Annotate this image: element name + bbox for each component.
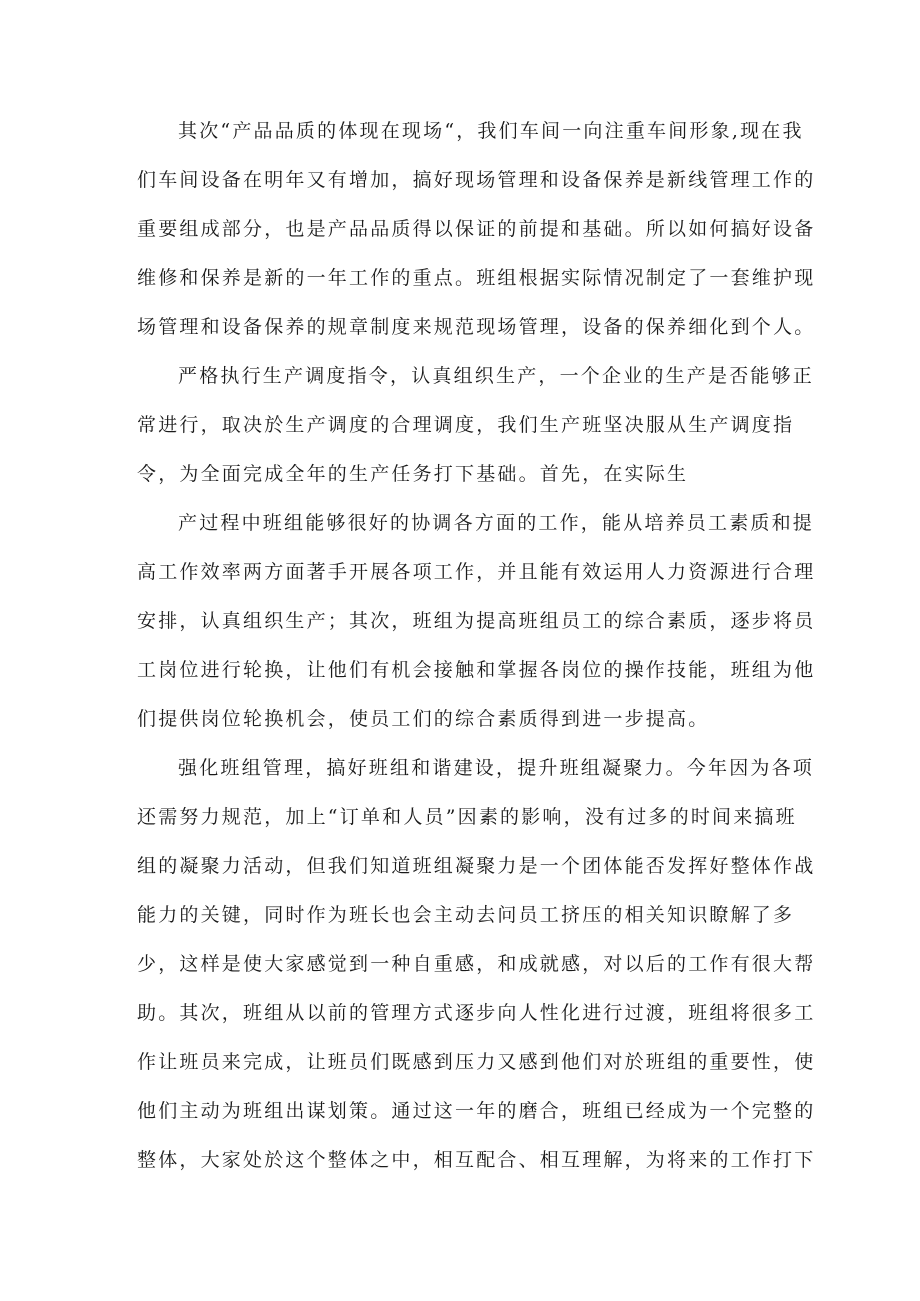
paragraph-line: 产过程中班组能够很好的协调各方面的工作，能从培养员工素质和提 [178, 512, 815, 534]
paragraph-line: 高工作效率两方面著手开展各项工作，并且能有效运用人力资源进行合理 [137, 561, 816, 583]
paragraph-line: 整体，大家处於这个整体之中，相互配合、相互理解，为将来的工作打下 [137, 1149, 816, 1171]
paragraph-line: 强化班组管理，搞好班组和谐建设，提升班组凝聚力。今年因为各项 [178, 757, 815, 779]
paragraph-line: 组的凝聚力活动，但我们知道班组凝聚力是一个团体能否发挥好整体作战 [137, 855, 816, 877]
paragraph-line: 们车间设备在明年又有增加，搞好现场管理和设备保养是新线管理工作的 [137, 169, 816, 191]
paragraph-line: 严格执行生产调度指令，认真组织生产，一个企业的生产是否能够正 [178, 365, 815, 387]
paragraph-line: 他们主动为班组出谋划策。通过这一年的磨合，班组已经成为一个完整的 [137, 1100, 816, 1122]
paragraph-line: 常进行，取决於生产调度的合理调度，我们生产班坚决服从生产调度指 [137, 414, 795, 436]
paragraph-line: 重要组成部分，也是产品品质得以保证的前提和基础。所以如何搞好设备 [137, 218, 816, 240]
paragraph-line: 少，这样是使大家感觉到一种自重感，和成就感，对以后的工作有很大帮 [137, 953, 816, 975]
paragraph-line: 助。其次，班组从以前的管理方式逐步向人性化进行过渡，班组将很多工 [137, 1002, 816, 1024]
paragraph-line: 工岗位进行轮换，让他们有机会接触和掌握各岗位的操作技能，班组为他 [137, 659, 816, 681]
paragraph-line: 安排，认真组织生产；其次，班组为提高班组员工的综合素质，逐步将员 [137, 610, 816, 632]
paragraph-line: 还需努力规范，加上“订单和人员”因素的影响，没有过多的时间来搞班 [137, 806, 797, 828]
paragraph-line: 作让班员来完成，让班员们既感到压力又感到他们对於班组的重要性，使 [137, 1051, 816, 1073]
paragraph-line: 们提供岗位轮换机会，使员工们的综合素质得到进一步提高。 [137, 708, 710, 730]
paragraph-line: 场管理和设备保养的规章制度来规范现场管理，设备的保养细化到个人。 [137, 316, 816, 338]
paragraph-line: 维修和保养是新的一年工作的重点。班组根据实际情况制定了一套维护现 [137, 267, 816, 289]
paragraph-line: 其次“产品品质的体现在现场“，我们车间一向注重车间形象,现在我 [178, 120, 804, 142]
paragraph-line: 令，为全面完成全年的生产任务打下基础。首先，在实际生 [137, 463, 689, 485]
paragraph-line: 能力的关键，同时作为班长也会主动去问员工挤压的相关知识瞭解了多 [137, 904, 795, 926]
